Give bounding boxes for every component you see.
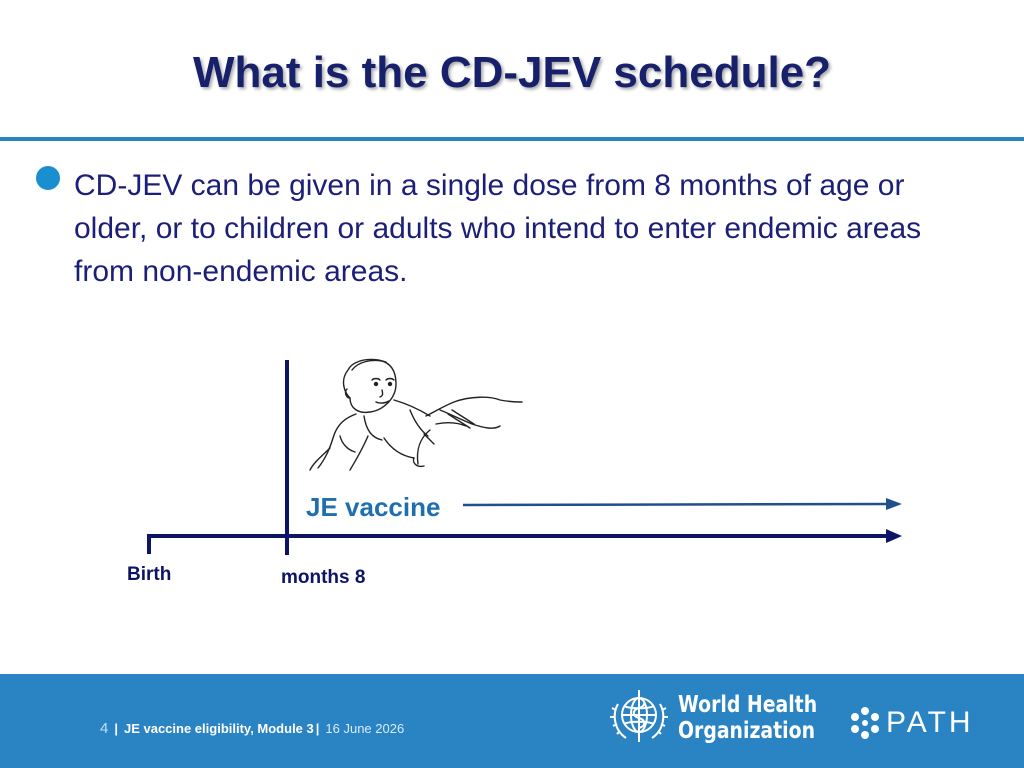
title-divider [0, 137, 1024, 141]
vaccine-label: JE vaccine [306, 492, 441, 522]
path-logo-text: PATH [886, 706, 974, 739]
page-number: 4 [100, 720, 109, 737]
who-emblem-icon [606, 684, 672, 750]
module-name: JE vaccine eligibility, Module 3 [123, 721, 314, 736]
who-line-2: Organization [678, 718, 816, 744]
bullet-icon [36, 166, 60, 190]
child-vaccination-illustration [310, 359, 522, 470]
schedule-timeline [0, 340, 1024, 600]
footer-date: 16 June 2026 [325, 721, 405, 736]
eight-months-label: months 8 [281, 567, 366, 588]
footer-separator-2: | [315, 721, 320, 736]
vaccine-arrow-line [463, 504, 888, 505]
who-line-1: World Health [678, 692, 818, 718]
footer-caption [100, 720, 404, 737]
age-axis-arrowhead [886, 529, 902, 543]
who-logo-text [678, 692, 817, 744]
vaccine-arrowhead [886, 498, 902, 510]
birth-label: Birth [127, 564, 172, 585]
slide-title: What is the CD-JEV schedule? [192, 48, 832, 97]
bullet-text: CD-JEV can be given in a single dose from 8 months of age or older, or to children or adults who intend to enter endemic areas from non-endemic areas. [74, 169, 922, 288]
footer-separator: | [114, 721, 118, 736]
path-logo-icon [848, 706, 882, 740]
